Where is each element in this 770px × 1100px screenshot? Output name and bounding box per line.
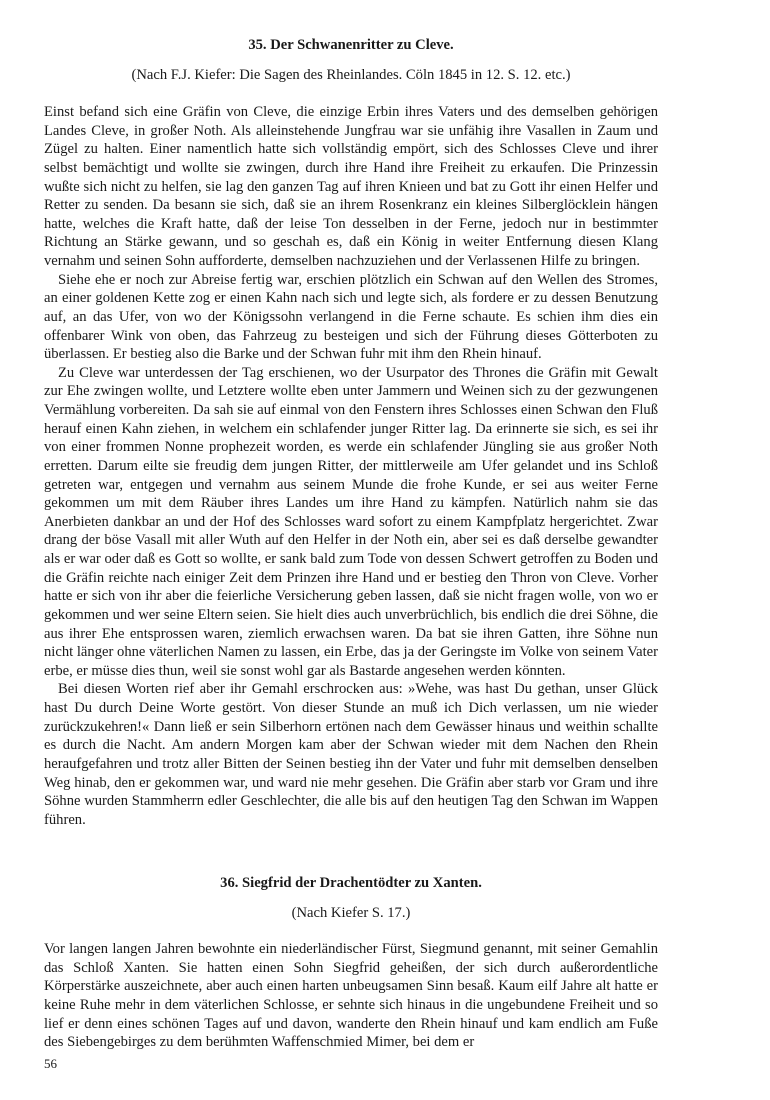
section-36-title: 36. Siegfrid der Drachentödter zu Xanten. [220, 875, 482, 891]
paragraph: Siehe ehe er noch zur Abreise fertig war, erschien plötzlich ein Schwan auf den Wellen des Stromes, an einer goldenen Kette zog er einen Kahn nach sich und legte sich, als fordere er zu dessen Benutzung auf, an das Ufer, von wo der Königssohn verlangend in die Ferne schaute. Es schien ihm dies ein offenbarer Wink von oben, das Fahrzeug zu besteigen und sich der Führung dieses Götterboten zu überlassen. Er bestieg also die Barke und der Schwan fuhr mit ihm den Rhein hinauf. [44, 271, 658, 363]
section-35-body [44, 103, 658, 829]
paragraph: Einst befand sich eine Gräfin von Cleve, die einzige Erbin ihres Vaters und des demselben gehörigen Landes Cleve, in großer Noth. Als alleinstehende Jungfrau war sie unfähig ihre Vasallen in Zaum und Zügel zu halten. Einer namentlich hatte sich vollständig empört, sich des Schlosses Cleve und ihrer selbst bemächtigt und wollte sie zwingen, durch ihre Hand ihre Freiheit zu erkaufen. Die Prinzessin wußte sich nicht zu helfen, sie lag den ganzen Tag auf ihren Knieen und bat zu Gott ihr einen Helfer und Retter zu senden. Da besann sie sich, daß sie an ihrem Rosenkranz ein kleines Silberglöcklein hängen hatte, welches die Kraft hatte, daß der leise Ton desselben in der Ferne, jedoch nur in bestimmter Richtung an Stärke gewann, und so geschah es, daß ein König in weiter Entfernung diesen Klang vernahm und seinen Sohn aufforderte, demselben nachzuziehen und der Verlassenen Hilfe zu bringen. [44, 104, 658, 269]
section-36-body [44, 940, 658, 1052]
page-number: 56 [44, 1056, 57, 1071]
section-36-source: (Nach Kiefer S. 17.) [291, 905, 411, 921]
section-35-title: 35. Der Schwanenritter zu Cleve. [248, 37, 454, 53]
paragraph: Zu Cleve war unterdessen der Tag erschienen, wo der Usurpator des Thrones die Gräfin mit Gewalt zur Ehe zwingen wollte, und Letztere wollte eben unter Jammern und Weinen sich zu der gezwungenen Vermählung vorbereiten. Da sah sie auf einmal von den Fenstern ihres Schlosses einen Schwan den Fluß herauf einen Kahn ziehen, in welchem ein schlafender junger Ritter lag. Da erinnerte sie sich, es sei ihr von einer frommen Nonne prophezeit worden, es werde ein schlafender Jüngling sie aus großer Noth erretten. Darum eilte sie freudig dem jungen Ritter, der mittlerweile am Ufer gelandet und ins Schloß getreten war, entgegen und vernahm aus seinem Munde die frohe Kunde, er sei aus weiter Ferne gekommen um mit dem Räuber ihres Landes um ihre Hand zu kämpfen. Natürlich nahm sie das Anerbieten dankbar an und der Hof des Schlosses ward sofort zu einem Kampfplatz hergerichtet. Zwar drang der böse Vasall mit aller Wuth auf den Helfer in der Noth ein, aber sei es daß derselbe gewandter als er war oder daß es Gott so wollte, er sank bald zum Tode von dessen Schwert getroffen zu Boden und die Gräfin reichte nach einiger Zeit dem Prinzen ihre Hand und er bestieg den Thron von Cleve. Vorher hatte er sich von ihr aber die feierliche Versicherung geben lassen, daß sie nicht fragen wolle, von wo er gekommen und wer seine Eltern seien. Sie hielt dies auch unverbrüchlich, bis endlich die drei Söhne, die aus ihrer Ehe entsprossen waren, ziemlich erwachsen waren. Da bat sie ihren Gatten, ihre Söhne nun nicht länger ohne väterlichen Namen zu lassen, ein Erbe, das ja der Geringste im Volke von seinem Vater erbe, er müsse dies thun, weil sie sonst wohl gar als Bastarde angesehen werden könnten. [44, 364, 658, 679]
paragraph: Vor langen langen Jahren bewohnte ein niederländischer Fürst, Siegmund genannt, mit seiner Gemahlin das Schloß Xanten. Sie hatten einen Sohn Siegfrid geheißen, der sich durch außerordentliche Körperstärke auszeichnete, aber auch einen harten unbeugsamen Sinn besaß. Kaum eilf Jahre alt hatte er keine Ruhe mehr in dem väterlichen Schlosse, er sehnte sich hinaus in die ungebundene Freiheit und so lief er denn eines schönen Tages auf und davon, wanderte den Rhein hinauf und kam endlich am Fuße des Siebengebirges zu dem berühmten Waffenschmied Mimer, bei dem er [44, 941, 658, 1051]
paragraph: Bei diesen Worten rief aber ihr Gemahl erschrocken aus: »Wehe, was hast Du gethan, unser Glück hast Du durch Deine Worte gestört. Von dieser Stunde an muß ich Dich verlassen, um nie wieder zurückzukehren!« Dann ließ er sein Silberhorn ertönen nach dem Gewässer hinaus und weithin schallte es durch die Nacht. Am andern Morgen kam aber der Schwan wieder mit dem Nachen den Rhein heraufgefahren und trotz aller Bitten der Seinen bestieg ihn der Vater und fuhr mit demselben denselben Weg hinab, den er gekommen war, und ward nie mehr gesehen. Die Gräfin aber starb vor Gram und ihre Söhne wurden Stammherrn edler Geschlechter, die alle bis auf den heutigen Tag den Schwan im Wappen führen. [44, 681, 658, 828]
section-35-source: (Nach F.J. Kiefer: Die Sagen des Rheinlandes. Cöln 1845 in 12. S. 12. etc.) [131, 67, 571, 83]
